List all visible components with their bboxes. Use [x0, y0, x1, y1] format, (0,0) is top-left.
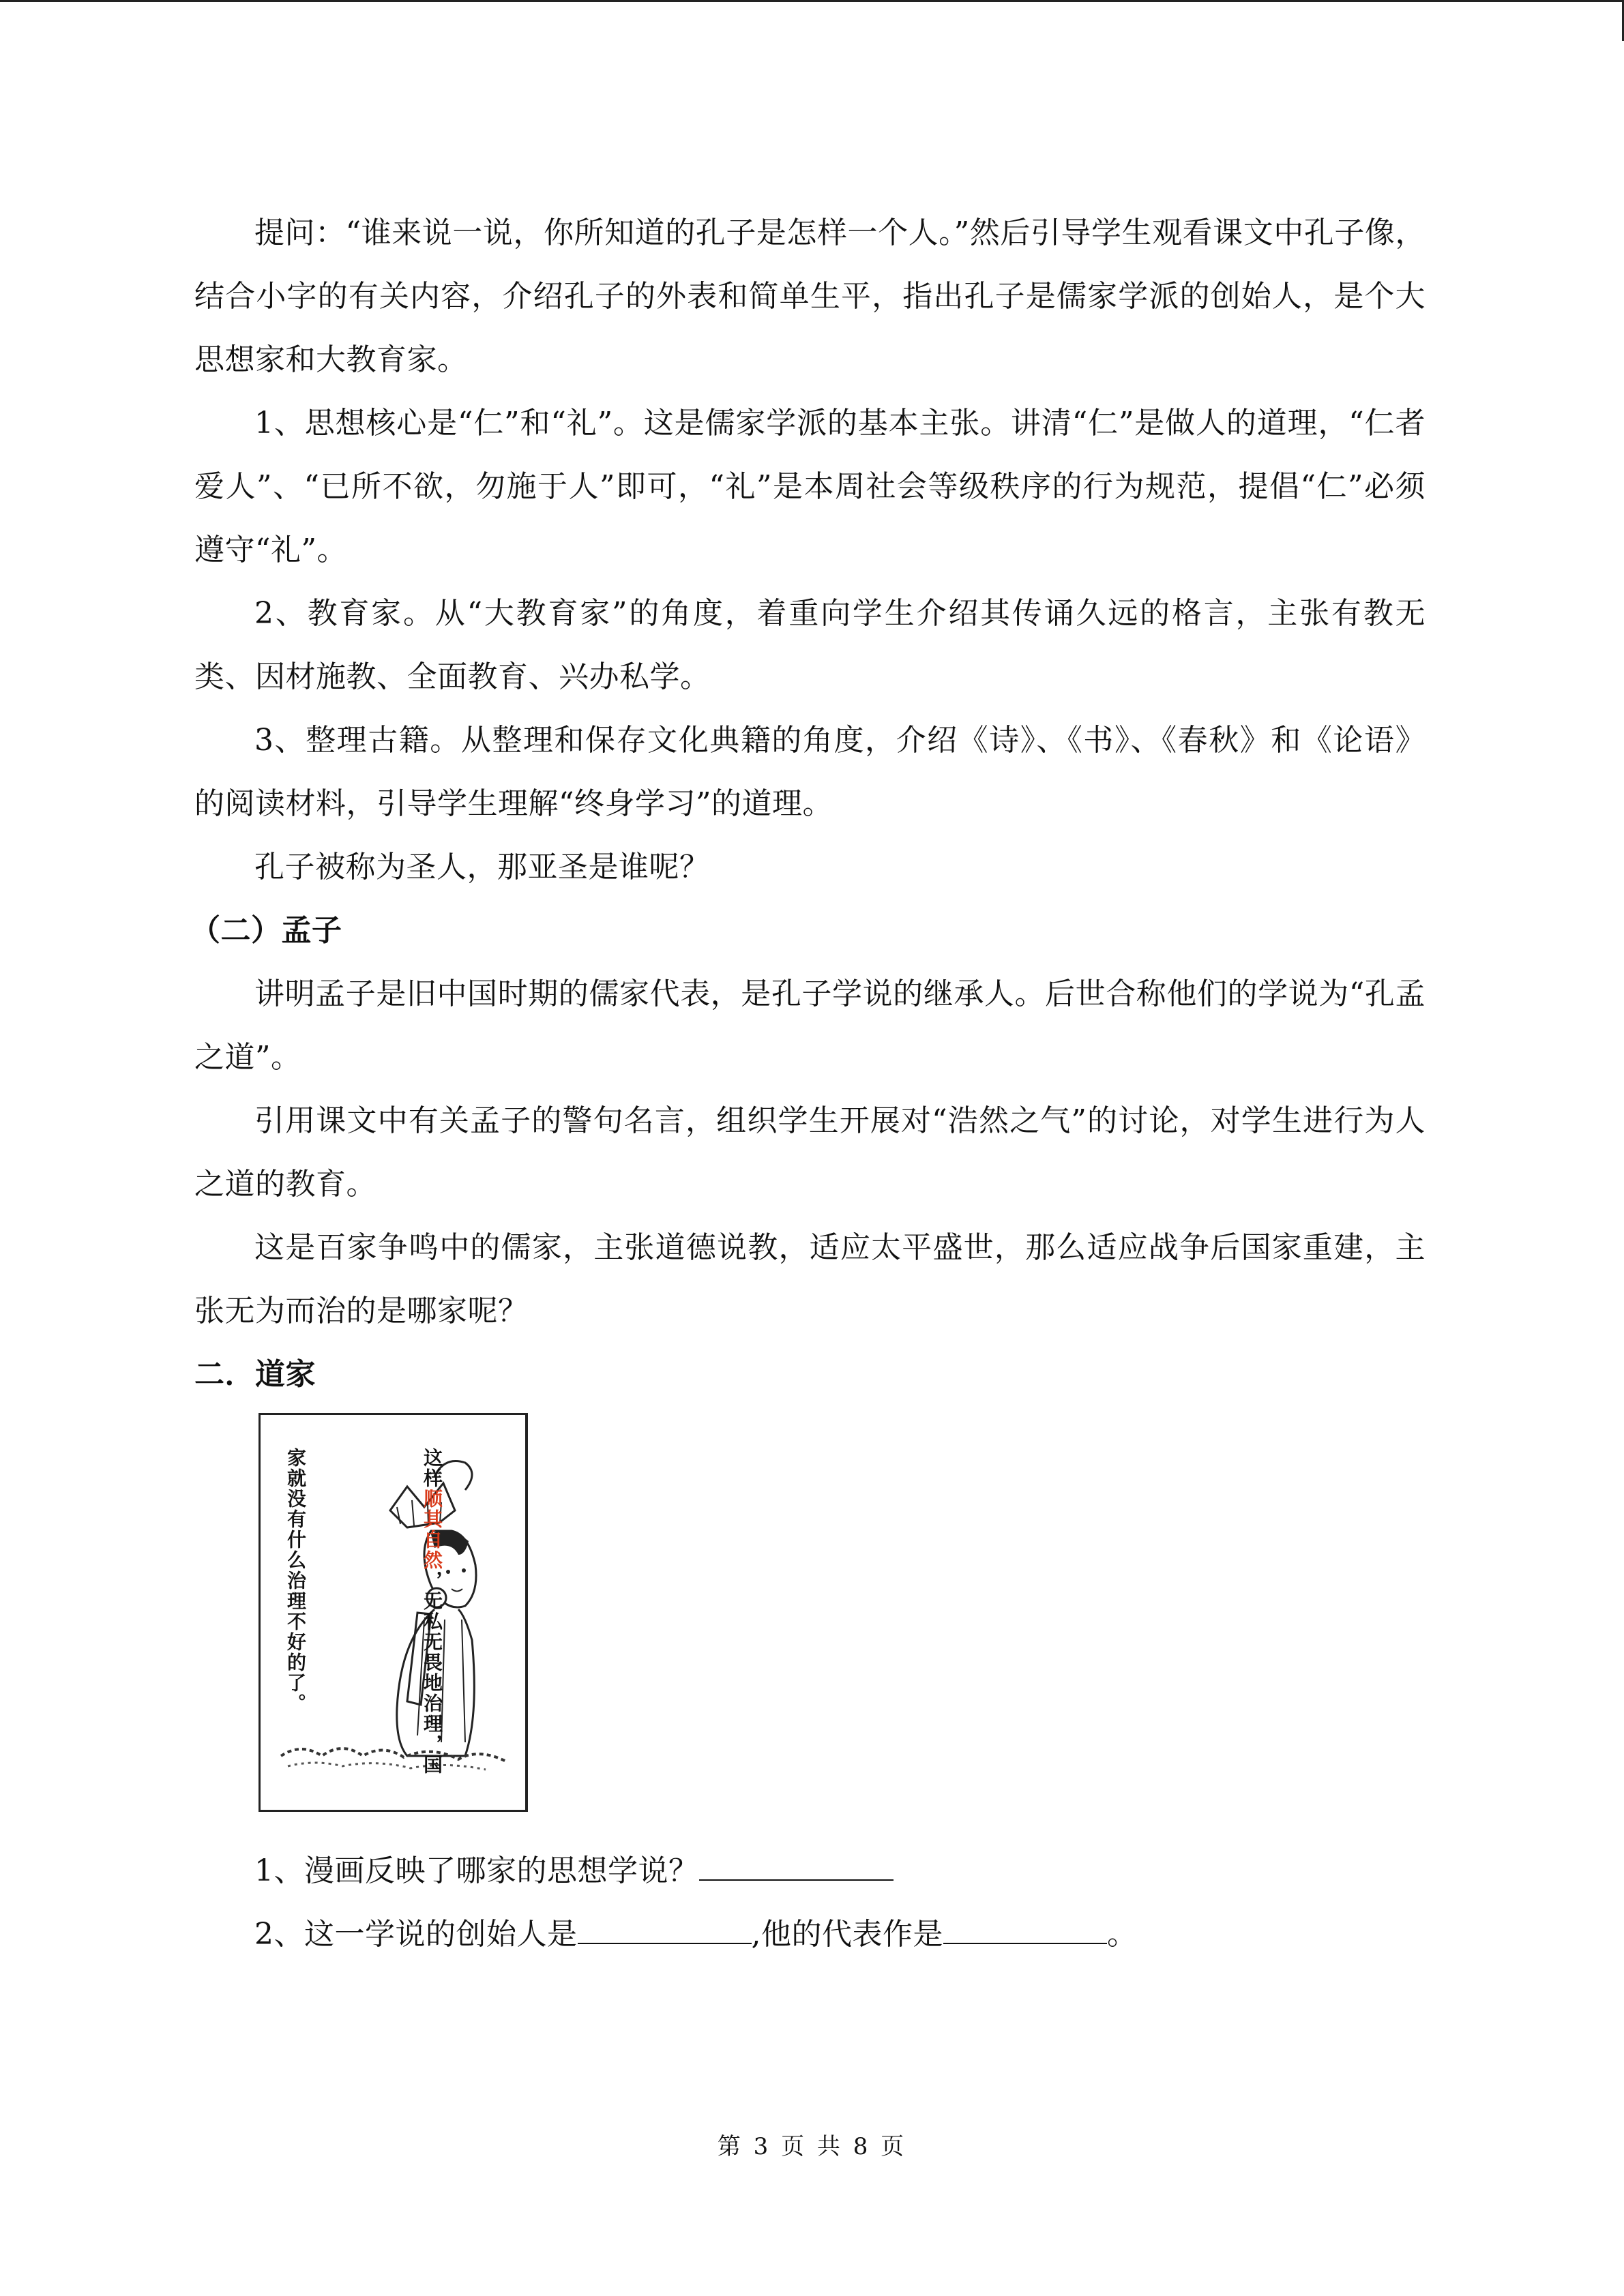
paragraph: 孔子被称为圣人，那亚圣是谁呢？ — [254, 850, 710, 884]
daoism-cartoon — [259, 1413, 528, 1812]
paragraph: 讲明孟子是旧中国时期的儒家代表，是孔子学说的继承人。后世合称他们的学说为“孔孟之道”。 — [194, 976, 1426, 1075]
section-heading-mencius: （二）孟子 — [190, 913, 342, 948]
answer-blank[interactable] — [578, 1915, 752, 1944]
answer-blank[interactable] — [943, 1915, 1107, 1944]
paragraph: 1、思想核心是“仁”和“礼”。这是儒家学派的基本主张。讲清“仁”是做人的道理，“仁者爱人”、“已所不欲，勿施于人”即可，“礼”是本周社会等级秩序的行为规范，提倡“仁”必须遵守“礼”。 — [194, 406, 1426, 567]
paragraph: 引用课文中有关孟子的警句名言，组织学生开展对“浩然之气”的讨论，对学生进行为人之道的教育。 — [194, 1103, 1426, 1202]
answer-blank[interactable] — [699, 1852, 894, 1881]
page-number: 第 3 页 共 8 页 — [717, 2133, 907, 2160]
paragraph: 这是百家争鸣中的儒家，主张道德说教，适应太平盛世，那么适应战争后国家重建，主张无为而治的是哪家呢？ — [194, 1230, 1426, 1328]
section-heading-daoism: 二．道家 — [194, 1357, 316, 1392]
question-2: 2、这一学说的创始人是 ,他的代表作是 。 — [254, 1917, 1138, 1952]
cartoon-caption-column-1: 这样顺其自然，无私无畏地治理，国 — [421, 1448, 443, 1775]
paragraph: 3、整理古籍。从整理和保存文化典籍的角度，介绍《诗》、《书》、《春秋》和《论语》的阅读材料，引导学生理解“终身学习”的道理。 — [194, 723, 1426, 821]
paragraph: 2、教育家。从“大教育家”的角度，着重向学生介绍其传诵久远的格言，主张有教无类、因材施教、全面教育、兴办私学。 — [194, 596, 1426, 694]
top-border — [0, 0, 1624, 2]
document-body — [190, 201, 1426, 1966]
question-1: 1、漫画反映了哪家的思想学说？ — [194, 1839, 1426, 1903]
paragraph: 提问：“谁来说一说，你所知道的孔子是怎样一个人。”然后引导学生观看课文中孔子像，结合小字的有关内容，介绍孔子的外表和简单生平，指出孔子是儒家学派的创始人，是个大思想家和大教育家。 — [194, 215, 1426, 377]
cartoon-caption-column-2: 家就没有什么治理不好的了。 — [284, 1448, 307, 1714]
